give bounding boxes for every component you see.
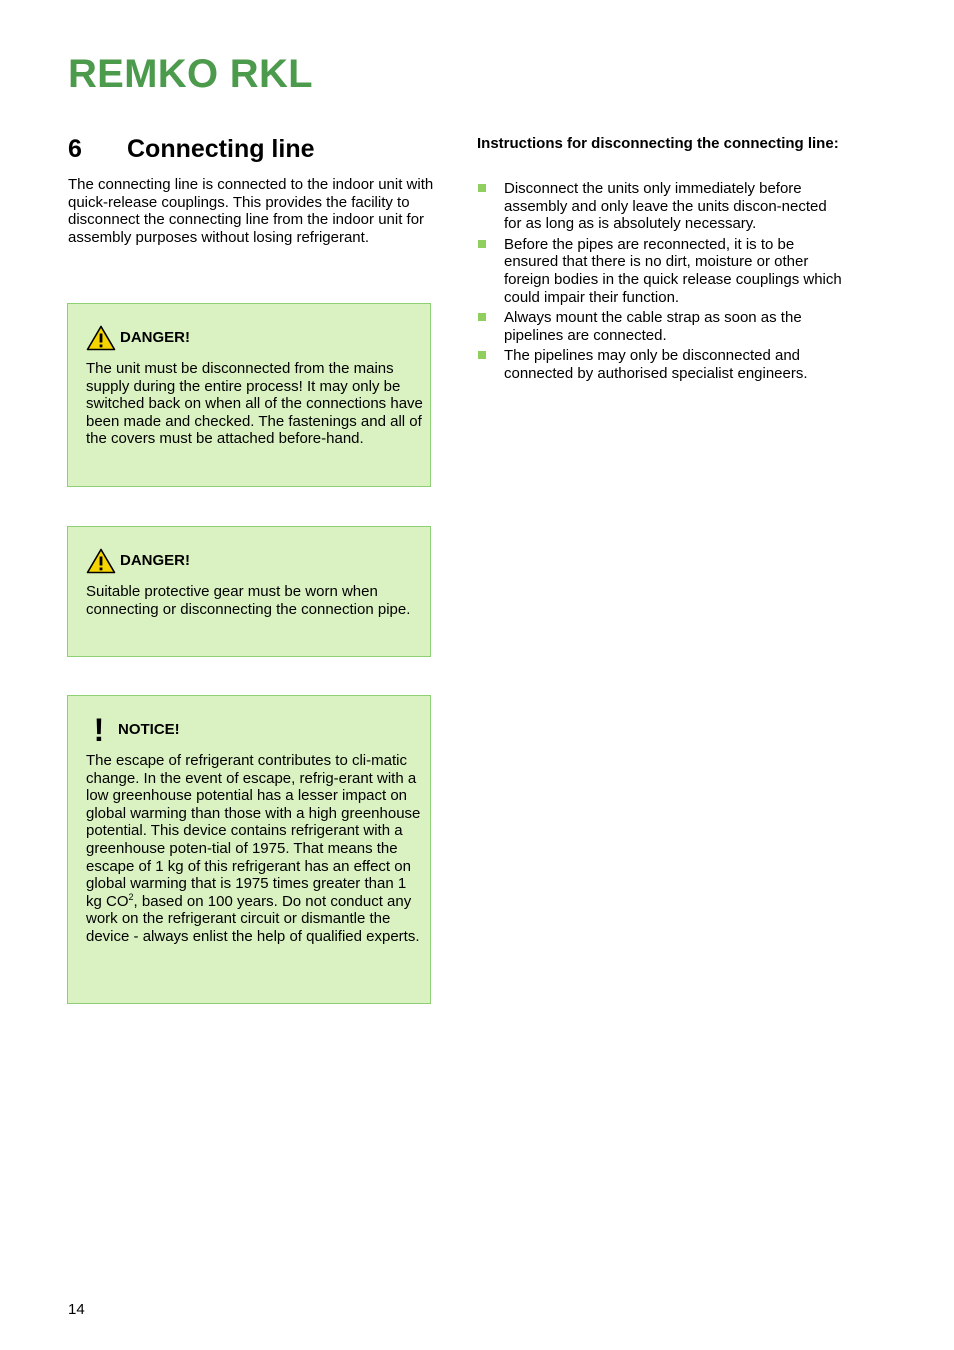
page-number: 14 [68,1301,85,1318]
notice-box [67,695,431,1004]
notice-text [86,752,426,946]
square-bullet-icon [478,351,486,359]
square-bullet-icon [478,184,486,192]
list-item-text: Before the pipes are reconnected, it is to be ensured that there is no dirt, moisture or other foreign bodies in the quick release couplings which could impair their function. [504,235,842,306]
list-item [477,347,847,382]
notice-header [86,547,190,575]
square-bullet-icon [478,313,486,321]
warning-triangle-icon [86,325,120,351]
notice-header [86,324,190,352]
instructions-heading: Instructions for disconnecting the connecting line: [477,135,839,152]
intro-paragraph: The connecting line is connected to the indoor unit with quick-release couplings. This provides the facility to disconnect the connecting line from the indoor unit for assembly purposes without losing refrigerant. [68,176,434,246]
notice-label: NOTICE! [118,721,180,739]
list-item [477,180,847,233]
notice-header [86,712,180,748]
list-item [477,236,847,306]
section-title: Connecting line [127,135,315,163]
notice-label: DANGER! [120,329,190,347]
brand-title: REMKO RKL [68,52,313,96]
list-item-text: Always mount the cable strap as soon as the pipelines are connected. [504,309,802,344]
list-item-text: Disconnect the units only immediately before assembly and only leave the units discon-nected for as long as is absolutely necessary. [504,180,827,233]
square-bullet-icon [478,240,486,248]
notice-text-main: The escape of refrigerant contributes to cli-matic change. In the event of escape, refrig-erant with a low greenhouse potential has a lesser impact on global warming than those with a high greenhouse potential. This device contains refrigerant with a greenhouse poten-tial of 1975. That means the escape of 1 kg of this refrigerant has an effect on global warming that is 1975 times greater than 1 kg CO [86,752,421,910]
notice-text: The unit must be disconnected from the mains supply during the entire process! It may only be switched back on when all of the connections have been made and checked. The fastenings and all of the covers must be attached before-hand. [86,360,423,448]
exclamation-icon: ! [93,712,105,748]
danger-notice-box [67,526,431,657]
warning-triangle-icon [86,548,120,574]
notice-label: DANGER! [120,552,190,570]
list-item [477,309,847,344]
notice-text-end: , based on 100 years. Do not conduct any work on the refrigerant circuit or dismantle the device - always enlist the help of qualified experts. [86,892,420,945]
list-item-text: The pipelines may only be disconnected and connected by authorised specialist engineers. [504,347,808,382]
section-number: 6 [68,135,82,163]
section-heading [68,134,315,164]
instructions-list [477,180,847,386]
notice-text-superscript: 2 [128,891,134,902]
notice-text: Suitable protective gear must be worn when connecting or disconnecting the connection pipe. [86,583,411,618]
danger-notice-box [67,303,431,487]
